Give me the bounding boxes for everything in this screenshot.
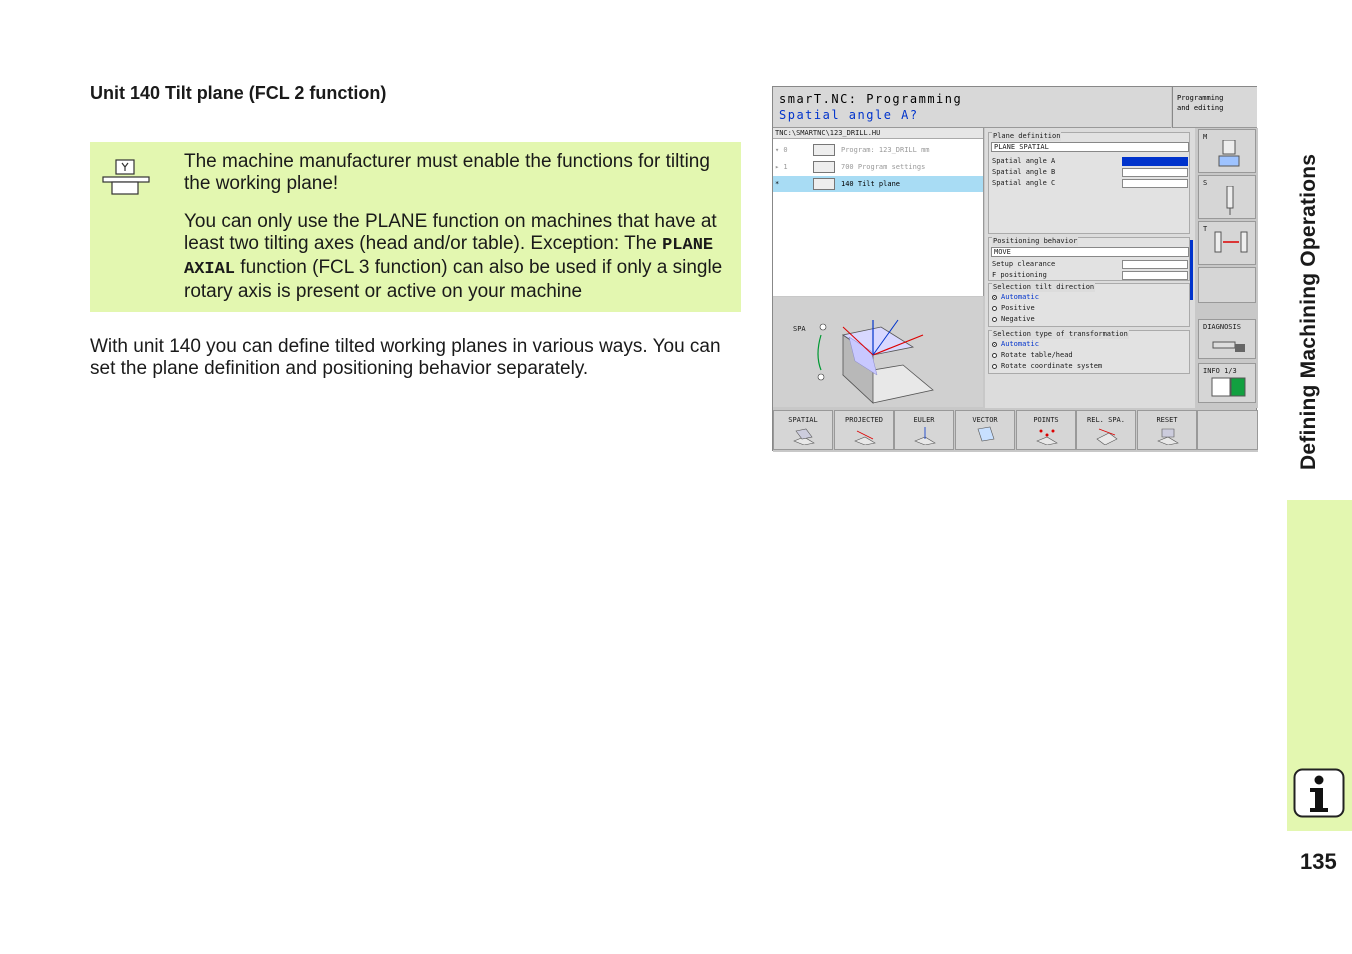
radio-tilt-automatic[interactable] (992, 292, 1039, 302)
softkey-vector[interactable] (955, 410, 1015, 450)
softkey-label: PROJECTED (845, 416, 883, 424)
plane-definition-group (988, 132, 1190, 234)
euler-icon (913, 425, 937, 445)
softkey-projected[interactable] (834, 410, 894, 450)
tilt-direction-group (988, 283, 1190, 327)
radio-transform-table-head[interactable] (992, 350, 1073, 360)
note-paragraph-2 (184, 211, 732, 303)
tree-marker: ▸ 1 (775, 163, 788, 171)
softkey-s[interactable] (1198, 175, 1256, 219)
settings-icon (813, 161, 835, 173)
screen-title: smarT.NC: Programming (779, 92, 963, 106)
field-label: Setup clearance (992, 260, 1056, 268)
relative-spatial-icon (1095, 425, 1119, 445)
softkey-label: M (1203, 133, 1208, 141)
group-title: Selection tilt direction (993, 283, 1095, 291)
field-label: Spatial angle B (992, 168, 1056, 176)
tool-change-icon (1211, 230, 1251, 262)
radio-dot (992, 317, 997, 322)
radio-transform-coordinate-system[interactable] (992, 361, 1102, 371)
note-paragraph-1: The machine manufacturer must enable the functions for tilting the working plane! (184, 151, 710, 194)
softkey-label: REL. SPA. (1087, 416, 1125, 424)
spatial-angle-a-input[interactable] (1122, 157, 1188, 166)
radio-label: Automatic (1001, 340, 1039, 348)
radio-dot (992, 342, 997, 347)
manufacturer-note (90, 142, 741, 312)
softkey-m[interactable] (1198, 129, 1256, 173)
softkey-reset[interactable] (1137, 410, 1197, 450)
softkey-empty[interactable] (1198, 267, 1256, 303)
softkey-label: EULER (913, 416, 935, 424)
tree-item-tilt-plane[interactable] (773, 176, 983, 192)
body-paragraph: With unit 140 you can define tilted working planes in various ways. You can set the plane definition and positioning behavior separately. (90, 336, 721, 379)
radio-dot (992, 364, 997, 369)
chapter-title: Defining Machining Operations (1297, 153, 1320, 470)
plane-definition-select[interactable]: PLANE SPATIAL (991, 142, 1189, 152)
transformation-group (988, 330, 1190, 374)
softkey-label: SPATIAL (788, 416, 818, 424)
radio-tilt-positive[interactable] (992, 303, 1035, 313)
plane-axial-code: PLANE AXIAL (184, 236, 714, 279)
mode-indicator (1172, 87, 1257, 128)
softkey-spatial[interactable] (773, 410, 833, 450)
softkey-label: VECTOR (972, 416, 998, 424)
file-path: TNC:\SMARTNC\123_DRILL.HU (773, 128, 983, 139)
field-label: Spatial angle A (992, 157, 1056, 165)
softkey-info[interactable] (1198, 363, 1256, 403)
softkey-label: POINTS (1033, 416, 1059, 424)
softkey-t[interactable] (1198, 221, 1256, 265)
program-tree (773, 128, 984, 296)
info-page-icon (1211, 377, 1247, 399)
spindle-icon (1217, 140, 1241, 170)
reset-icon (1156, 425, 1180, 445)
softkey-points[interactable] (1016, 410, 1076, 450)
group-title: Positioning behavior (993, 237, 1078, 245)
tilt-plane-diagram (813, 315, 943, 405)
page-number: 135 (1300, 849, 1337, 874)
group-title: Selection type of transformation (993, 330, 1128, 338)
positioning-behavior-select[interactable]: MOVE (991, 247, 1189, 257)
radio-label: Rotate table/head (1001, 351, 1073, 359)
info-icon (1293, 768, 1345, 818)
softkey-label: DIAGNOSIS (1203, 323, 1241, 331)
tool-icon (1225, 186, 1235, 216)
tree-marker: * (775, 180, 780, 188)
softkey-empty-h[interactable] (1197, 410, 1258, 450)
f-positioning-input[interactable] (1122, 271, 1188, 280)
tree-marker: ▾ 0 (775, 146, 788, 154)
radio-transform-automatic[interactable] (992, 339, 1039, 349)
tilt-plane-icon (813, 178, 835, 190)
radio-label: Automatic (1001, 293, 1039, 301)
positioning-behavior-group (988, 237, 1190, 281)
spatial-angle-b-input[interactable] (1122, 168, 1188, 177)
softkey-label: S (1203, 179, 1208, 187)
radio-dot (992, 295, 997, 300)
horizontal-softkeys (773, 410, 1258, 452)
points-icon (1035, 425, 1059, 445)
input-form (985, 128, 1195, 408)
tree-item-settings[interactable] (773, 159, 983, 175)
tree-label: 140 Tilt plane (841, 180, 901, 188)
graphic-label: SPA (793, 325, 806, 333)
radio-dot (992, 306, 997, 311)
softkey-euler[interactable] (894, 410, 954, 450)
softkey-rel-spa[interactable] (1076, 410, 1136, 450)
setup-clearance-input[interactable] (1122, 260, 1188, 269)
section-heading: Unit 140 Tilt plane (FCL 2 function) (90, 83, 387, 103)
tree-item-program[interactable] (773, 142, 983, 158)
spatial-angle-c-input[interactable] (1122, 179, 1188, 188)
tree-label: Program: 123_DRILL mm (841, 146, 930, 154)
group-title: Plane definition (993, 132, 1061, 140)
radio-label: Rotate coordinate system (1001, 362, 1103, 370)
diagnosis-icon (1211, 334, 1247, 356)
machine-icon (102, 158, 150, 196)
radio-label: Negative (1001, 315, 1035, 323)
note-text: You can only use the PLANE function on machines that have at least two tilting axes (head and/or table). Exception: The (184, 211, 717, 254)
smartnc-screenshot (772, 86, 1257, 451)
screen-prompt: Spatial angle A? (779, 108, 919, 122)
softkey-label: T (1203, 225, 1208, 233)
program-icon (813, 144, 835, 156)
field-label: F positioning (992, 271, 1047, 279)
scrollbar[interactable] (1190, 240, 1193, 300)
softkey-label: RESET (1156, 416, 1178, 424)
radio-dot (992, 353, 997, 358)
field-label: Spatial angle C (992, 179, 1056, 187)
radio-tilt-negative[interactable] (992, 314, 1035, 324)
mode-text: Programming and editing (1177, 94, 1224, 112)
note-text: function (FCL 3 function) can also be used if only a single rotary axis is present or active on your machine (184, 257, 723, 302)
tree-label: 700 Program settings (841, 163, 926, 171)
projected-icon (853, 425, 877, 445)
radio-label: Positive (1001, 304, 1035, 312)
vector-icon (974, 425, 998, 445)
softkey-label: INFO 1/3 (1203, 367, 1237, 375)
help-graphic (773, 297, 983, 407)
softkey-diagnosis[interactable] (1198, 319, 1256, 359)
title-bar (773, 87, 1171, 128)
spatial-icon (792, 425, 816, 445)
vertical-softkeys (1197, 128, 1258, 408)
